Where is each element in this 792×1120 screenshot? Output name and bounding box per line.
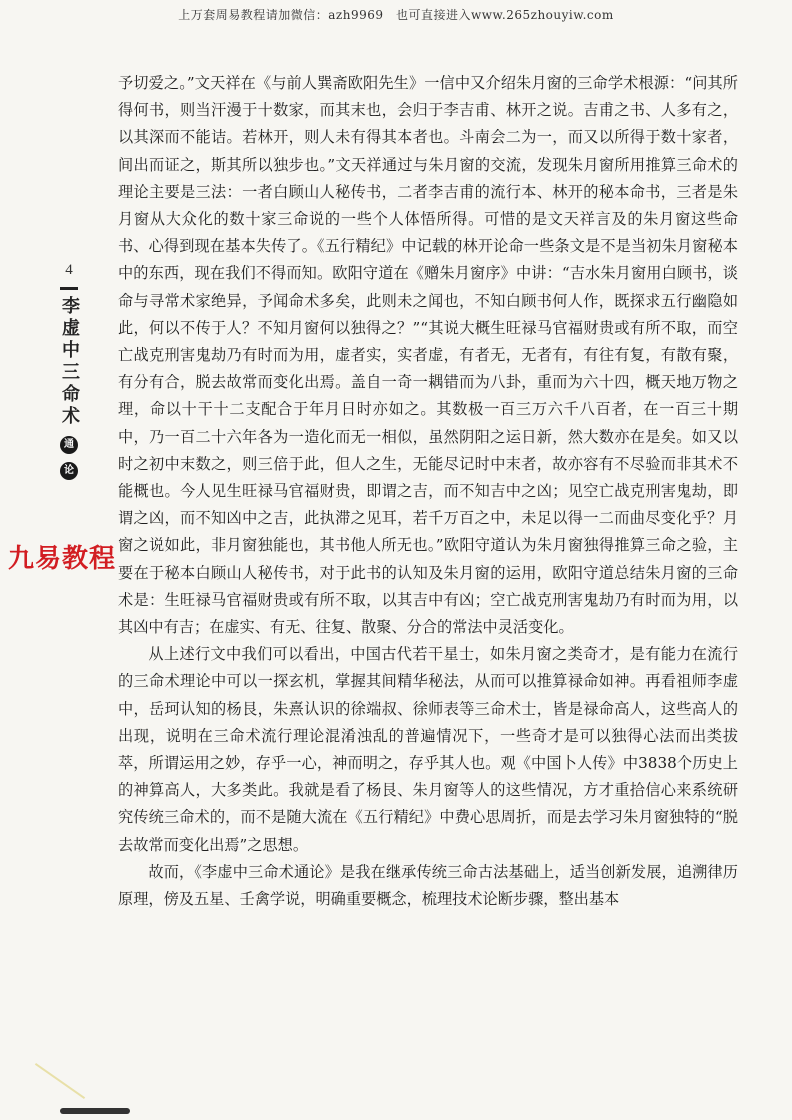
side-margin [52,262,86,480]
side-divider [60,287,78,290]
paragraph-1: 予切爱之。”文天祥在《与前人巽斋欧阳先生》一信中又介绍朱月窗的三命学术根源：“问其所得何书，则当汗漫于十数家，而其末也，会归于李吉甫、林开之说。吉甫之书、人多有之，以其深而不能诘。若林开，则人未有得其本者也。斗南会二为一，而又以所得于数十家者，间出而证之，斯其所以独步也。”文天祥通过与朱月窗的交流，发现朱月窗所用推算三命术的理论主要是三法：一者白顾山人秘传书，二者李吉甫的流行本、林开的秘本命书，三者是朱月窗从大众化的数十家三命说的一些个人体悟所得。可惜的是文天祥言及的朱月窗这些命书、心得到现在基本失传了。《五行精纪》中记载的林开论命一些条文是不是当初朱月窗秘本中的东西，现在我们不得而知。欧阳守道在《赠朱月窗序》中讲：“吉水朱月窗用白顾书，谈命与寻常术家绝异，予闻命术多矣，此则未之闻也，不知白顾书何人作，既探求五行幽隐如此，何以不传于人？不知月窗何以独得之？”“其说大概生旺禄马官福财贵或有所不取，而空亡战克刑害鬼劫乃有时而为用，虚者实，实者虚，有者无，无者有，有往有复，有散有聚，有分有合，脱去故常而变化出焉。盖自一奇一耦错而为八卦，重而为六十四，概天地万物之理，命以十干十二支配合于年月日时亦如之。其数极一百三万六千八百者，在一百三十期中，乃一百二十六年各为一造化而无一相似，虽然阴阳之运日新，然大数亦在是矣。如又以时之初中末数之，则三倍于此，但人之生，无能尽记时中末者，故亦容有不尽验而非其术不能概也。今人见生旺禄马官福财贵，即谓之吉，而不知吉中之凶；见空亡战克刑害鬼劫，即谓之凶，而不知凶中之吉，此执滞之见耳，若千万百之中，未足以得一二而曲尽变化乎？月窗之说如此，非月窗独能也，其书他人所无也。”欧阳守道认为朱月窗独得推算三命之验，主要在于秘本白顾山人秘传书，对于此书的认知及朱月窗的运用，欧阳守道总结朱月窗的三命术是：生旺禄马官福财贵或有所不取，以其吉中有凶；空亡战克刑害鬼劫乃有时而为用，以其凶中有吉；在虚实、有无、往复、散聚、分合的常法中灵活变化。 [118,74,738,637]
top-banner: 上万套周易教程请加微信：azh9969 也可直接进入www.265zhouyiw.com [178,8,614,22]
corner-scan-mark [35,1063,85,1099]
page-number: 4 [65,262,73,278]
section-badge-1: 通 [60,436,78,454]
watermark: 九易教程 [8,544,117,574]
page-body [118,70,738,913]
section-badge-2: 论 [60,462,78,480]
bottom-scan-artifact [60,1108,130,1114]
book-title: 李虚中三命术 [59,296,80,428]
paragraph-3: 故而，《李虚中三命术通论》是我在继承传统三命古法基础上，适当创新发展，追溯律历原理，傍及五星、壬禽学说，明确重要概念，梳理技术论断步骤，整出基本 [118,862,738,909]
paragraph-2: 从上述行文中我们可以看出，中国古代若干星士，如朱月窗之类奇才，是有能力在流行的三命术理论中可以一探玄机，掌握其间精华秘法，从而可以推算禄命如神。再看祖师李虚中，岳珂认知的杨艮，朱熹认识的徐端叔、徐师表等三命术士，皆是禄命高人，这些高人的出现，说明在三命术流行理论混淆浊乱的普遍情况下，一些奇才是可以独得心法而出类拔萃，所谓运用之妙，存乎一心，神而明之，存乎其人也。观《中国卜人传》中3838个历史上的神算高人，大多类此。我就是看了杨艮、朱月窗等人的这些情况，方才重拾信心来系统研究传统三命术的，而不是随大流在《五行精纪》中费心思周折，而是去学习朱月窗独特的“脱去故常而变化出焉”之思想。 [118,645,738,854]
